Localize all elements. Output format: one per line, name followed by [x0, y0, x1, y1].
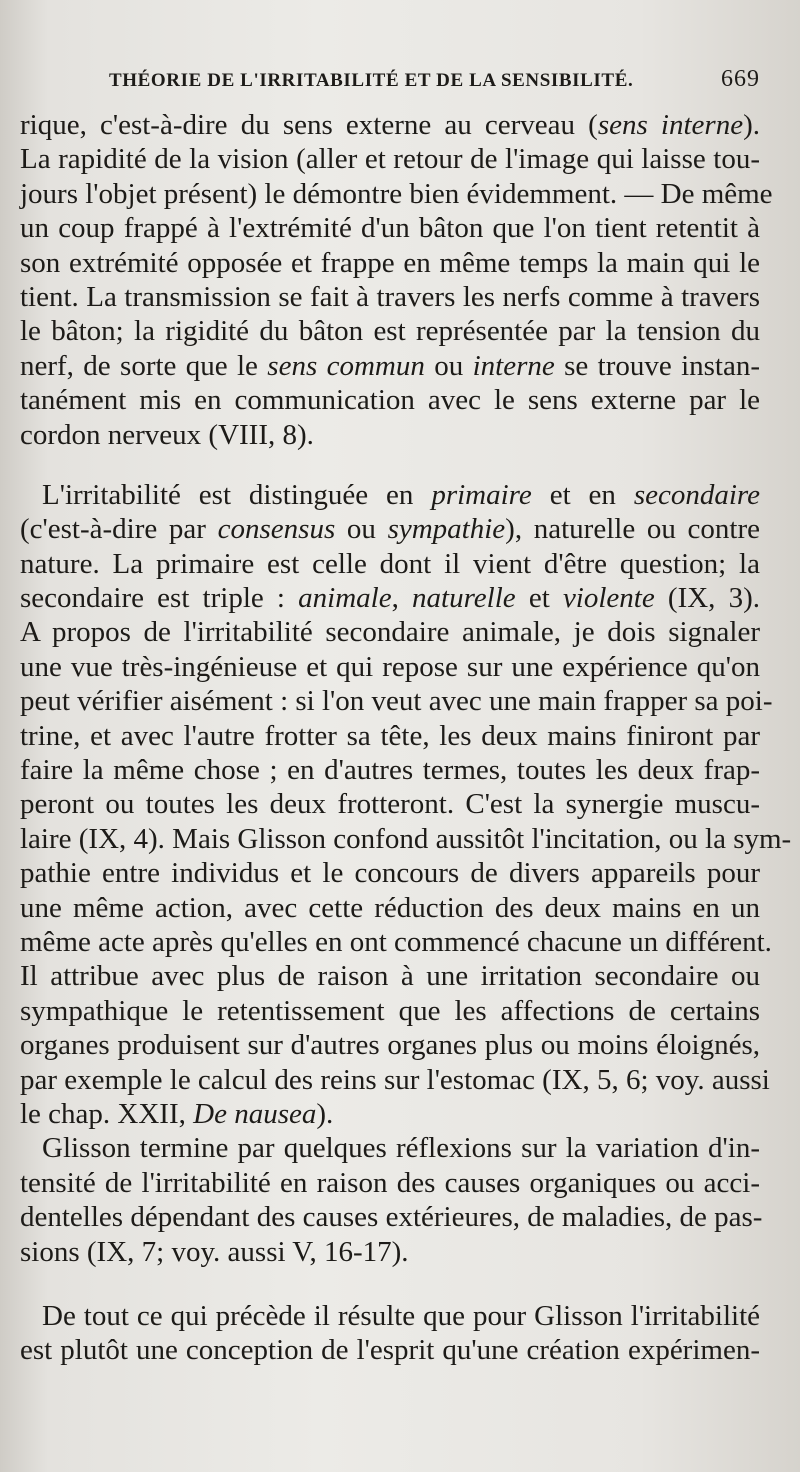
text-line [20, 1063, 770, 1097]
text-segment: un coup frappé à l'extrémité d'un bâton que l'on tient retentit à [20, 212, 760, 245]
text-segment: (IX, 3). [654, 582, 760, 615]
text-line [20, 719, 760, 753]
text-line [20, 891, 760, 925]
text-segment: trine, et avec l'autre frotter sa tête, les deux mains finiront par [20, 719, 760, 752]
italic-text: De nausea [193, 1097, 317, 1130]
italic-text: consensus [217, 513, 336, 546]
italic-text: sens commun [267, 349, 425, 382]
text-line [20, 1200, 763, 1234]
text-segment: , [391, 582, 413, 615]
text-segment: pathie entre individus et le concours de divers appareils pour [20, 857, 760, 890]
italic-text: naturelle [412, 582, 516, 615]
text-segment: le bâton; la rigidité du bâton est représentée par la tension du [20, 315, 760, 348]
text-segment: une même action, avec cette réduction des deux mains en un [20, 891, 760, 924]
text-segment: (c'est-à-dire par [20, 513, 218, 546]
text-segment: rique, c'est-à-dire du sens externe au cerveau ( [20, 109, 598, 141]
text-segment: sions (IX, 7; voy. aussi V, 16-17). [20, 1235, 409, 1268]
page-number: 669 [721, 66, 760, 92]
italic-text: animale [298, 582, 392, 615]
text-segment: ), naturelle ou contre [505, 513, 760, 546]
text-segment: A propos de l'irritabilité secondaire animale, je dois signaler [20, 616, 760, 649]
text-segment: Glisson termine par quelques réflexions sur la variation d'in- [42, 1132, 760, 1165]
text-segment: ou [424, 349, 473, 382]
text-line [20, 108, 760, 142]
text-segment: dentelles dépendant des causes extérieures, de maladies, de pas- [20, 1201, 763, 1234]
italic-text: primaire [431, 478, 532, 511]
text-segment: Il attribue avec plus de raison à une irritation secondaire ou [20, 960, 760, 993]
text-line [20, 418, 760, 452]
text-segment: le chap. XXII, [20, 1097, 194, 1130]
text-line [20, 280, 760, 314]
text-line [20, 581, 760, 615]
text-segment: nature. La primaire est celle dont il vient d'être question; la [20, 547, 760, 580]
running-header [95, 66, 760, 102]
text-line [20, 1166, 760, 1200]
running-title: THÉORIE DE L'IRRITABILITÉ ET DE LA SENSIBILITÉ. [109, 70, 634, 91]
text-segment: nerf, de sorte que le [20, 349, 268, 382]
text-line [20, 478, 760, 512]
body-text [20, 108, 792, 1368]
text-line [20, 512, 760, 546]
text-segment: et [515, 582, 563, 615]
italic-text: violente [562, 582, 655, 615]
paragraph [20, 1299, 760, 1368]
text-segment: faire la même chose ; en d'autres termes, toutes les deux frap- [20, 754, 760, 787]
text-line [20, 753, 760, 787]
text-line [20, 822, 792, 856]
text-line [20, 615, 760, 649]
italic-text: secondaire [633, 478, 760, 511]
text-segment: par exemple le calcul des reins sur l'estomac (IX, 5, 6; voy. aussi [20, 1063, 770, 1096]
italic-text: sens interne [597, 109, 744, 141]
text-segment: tensité de l'irritabilité en raison des causes organiques ou acci- [20, 1166, 760, 1199]
text-segment: L'irritabilité est distinguée en [42, 478, 432, 511]
text-line [20, 650, 760, 684]
text-segment: ou [335, 513, 388, 546]
text-line [20, 1131, 760, 1165]
text-line [20, 925, 772, 959]
text-segment: une vue très-ingénieuse et qui repose sur une expérience qu'on [20, 650, 760, 683]
text-segment: De tout ce qui précède il résulte que pour Glisson l'irritabilité [42, 1299, 760, 1332]
text-line [20, 1333, 760, 1367]
text-segment: tient. La transmission se fait à travers les nerfs comme à travers [20, 280, 760, 313]
text-line [20, 856, 760, 890]
text-line [20, 349, 760, 383]
text-segment: est plutôt une conception de l'esprit qu'une création expérimen- [20, 1334, 760, 1367]
text-line [20, 314, 760, 348]
text-segment: peront ou toutes les deux frotteront. C'est la synergie muscu- [20, 788, 760, 821]
text-line [20, 684, 773, 718]
text-line [20, 246, 760, 280]
text-segment: cordon nerveux (VIII, 8). [20, 418, 314, 451]
paragraph [20, 108, 773, 452]
text-segment: sympathique le retentissement que les affections de certains [20, 994, 760, 1027]
text-segment: peut vérifier aisément : si l'on veut avec une main frapper sa poi- [20, 685, 773, 718]
text-line [20, 1235, 760, 1269]
text-line [20, 211, 760, 245]
text-line [20, 547, 760, 581]
text-line [20, 994, 760, 1028]
text-line [20, 959, 760, 993]
text-line [20, 142, 760, 176]
text-segment: même acte après qu'elles en ont commencé chacune un différent. [20, 925, 772, 958]
text-segment: La rapidité de la vision (aller et retour de l'image qui laisse tou- [20, 143, 760, 176]
text-segment: organes produisent sur d'autres organes plus ou moins éloignés, [20, 1029, 760, 1062]
text-line [20, 787, 760, 821]
paragraph [20, 1131, 763, 1269]
italic-text: sympathie [387, 513, 506, 546]
text-segment: se trouve instan- [554, 349, 761, 382]
paragraph-gap [20, 452, 760, 478]
text-line [20, 1028, 760, 1062]
paragraph-gap [20, 1269, 760, 1299]
text-segment: laire (IX, 4). Mais Glisson confond aussitôt l'incitation, ou la sym- [20, 822, 792, 855]
text-segment: tanément mis en communication avec le sens externe par le [20, 384, 760, 417]
text-line [20, 383, 760, 417]
text-line [20, 1299, 760, 1333]
text-segment: jours l'objet présent) le démontre bien évidemment. — De même [20, 177, 773, 210]
text-segment: ). [316, 1097, 334, 1130]
text-line [20, 1097, 760, 1131]
italic-text: interne [472, 349, 555, 382]
text-segment: ). [743, 109, 760, 141]
text-segment: secondaire est triple : [20, 582, 299, 615]
text-segment: et en [531, 478, 634, 511]
text-segment: son extrémité opposée et frappe en même temps la main qui le [20, 246, 760, 279]
paragraph [20, 478, 792, 1131]
text-line [20, 177, 773, 211]
